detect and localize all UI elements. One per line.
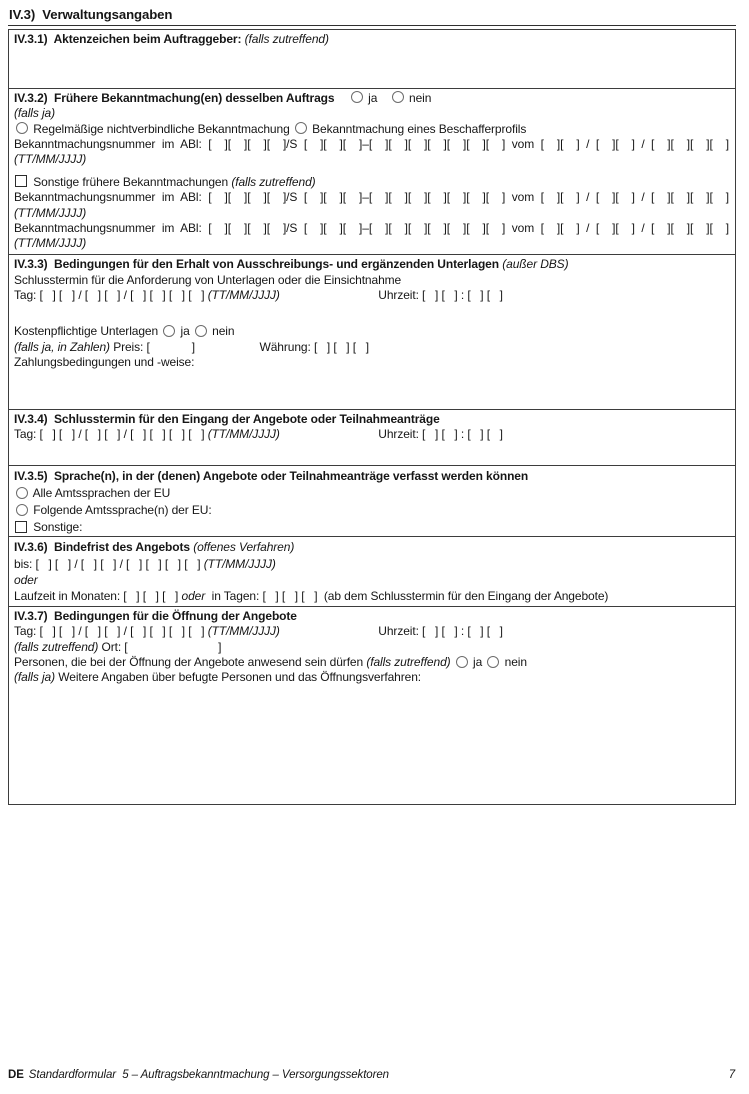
- footer-language-code: DE: [8, 1069, 24, 1081]
- fill-in-boxes: Bekanntmachungsnummer im ABl: [ ][ ][ ][ ]/S [ ][ ][ ]–[ ][ ][ ][ ][ ][ ][ ] vom [ ][ ] / [ ][ ] / [ ][ ][ ][ ]: [14, 190, 729, 205]
- text-segment: ja: [473, 655, 483, 670]
- text-segment: IV.3.7) Bedingungen für die Öffnung der Angebote: [14, 608, 297, 623]
- form-line: [14, 539, 729, 555]
- text-segment: (falls zutreffend): [366, 655, 451, 670]
- footer-left: [8, 1069, 389, 1081]
- text-segment: nein: [212, 324, 235, 339]
- gap-icon: [283, 437, 375, 438]
- form-line: [14, 236, 729, 251]
- section-iv-3-5: [8, 465, 736, 538]
- place-field: Ort: [ ]: [101, 639, 222, 654]
- text-segment: Schlusstermin für die Anforderung von Unterlagen oder die Einsichtnahme: [14, 272, 402, 287]
- time-field: Uhrzeit: [ ] [ ] : [ ] [ ]: [378, 624, 503, 639]
- text-segment: IV.3.3) Bedingungen für den Erhalt von Ausschreibungs- und ergänzenden Unterlagen: [14, 257, 499, 272]
- time-field: Uhrzeit: [ ] [ ] : [ ] [ ]: [378, 288, 503, 303]
- text-segment: Sonstige:: [33, 520, 83, 535]
- section-iv-3-2: [8, 88, 736, 256]
- form-line: [14, 152, 729, 167]
- radio-folgende-amtssprachen[interactable]: [16, 504, 28, 516]
- form-line: [14, 670, 729, 685]
- checkbox-sonstige-sprache[interactable]: [15, 521, 27, 533]
- date-format-hint: (TT/MM/JJJJ): [14, 152, 87, 167]
- form-line: [14, 502, 729, 519]
- text-segment: (falls zutreffend): [14, 639, 99, 654]
- gap-icon: [283, 634, 375, 635]
- section-iv-3-1: [8, 29, 736, 89]
- text-segment: Kostenpflichtige Unterlagen: [14, 324, 159, 339]
- form-line: [14, 340, 729, 355]
- fill-in-boxes: Bekanntmachungsnummer im ABl: [ ][ ][ ][ ]/S [ ][ ][ ]–[ ][ ][ ][ ][ ][ ][ ] vom [ ][ ] / [ ][ ] / [ ][ ][ ][ ]: [14, 221, 729, 236]
- radio-kostenpflichtig-ja[interactable]: [163, 325, 175, 337]
- date-field: Tag: [ ] [ ] / [ ] [ ] / [ ] [ ] [ ] [ ]: [14, 427, 205, 442]
- oj-notice-number-line: [14, 190, 729, 205]
- text-segment: (falls zutreffend): [244, 32, 329, 47]
- text-segment: (offenes Verfahren): [193, 540, 295, 555]
- text-segment: IV.3.1) Aktenzeichen beim Auftraggeber:: [14, 32, 242, 47]
- text-segment: (falls ja): [14, 670, 56, 685]
- radio-fruehere-ja[interactable]: [351, 91, 363, 103]
- radio-personen-nein[interactable]: [487, 656, 499, 668]
- duration-days-field: in Tagen: [ ] [ ] [ ] (ab dem Schlusstermin für den Eingang der Angebote): [208, 589, 609, 604]
- date-field: bis: [ ] [ ] / [ ] [ ] / [ ] [ ] [ ] [ ]: [14, 556, 201, 571]
- section-iv-3-3: [8, 254, 736, 410]
- text-segment: Alle Amtssprachen der EU: [32, 486, 171, 501]
- text-segment: oder: [14, 573, 38, 588]
- oj-notice-number-line: [14, 221, 729, 236]
- text-segment: IV.3.2) Frühere Bekanntmachung(en) desselben Auftrags: [14, 90, 335, 105]
- form-line: [14, 655, 729, 670]
- form-line: [14, 519, 729, 536]
- section-iv-3-6: [8, 536, 736, 607]
- deadline-date-line: [14, 427, 729, 442]
- date-format-hint: (TT/MM/JJJJ): [14, 205, 87, 220]
- radio-kostenpflichtig-nein[interactable]: [195, 325, 207, 337]
- text-segment: Bekanntmachung eines Beschafferprofils: [312, 121, 527, 136]
- text-segment: nein: [409, 90, 432, 105]
- form-line: [14, 175, 729, 190]
- form-line: [14, 485, 729, 502]
- section-iv-3-7: [8, 606, 736, 805]
- radio-alle-amtssprachen[interactable]: [16, 487, 28, 499]
- text-segment: (falls ja): [14, 106, 56, 121]
- date-field: Tag: [ ] [ ] / [ ] [ ] / [ ] [ ] [ ] [ ]: [14, 624, 205, 639]
- footer-form-name: Standardformular 5 – Auftragsbekanntmachung – Versorgungssektoren: [28, 1069, 389, 1081]
- form-line: [14, 556, 729, 572]
- text-segment: Regelmäßige nichtverbindliche Bekanntmachung: [33, 121, 290, 136]
- form-line: [14, 206, 729, 221]
- checkbox-sonstige-fruehere-bekanntmachungen[interactable]: [15, 175, 27, 187]
- form-line: [14, 257, 729, 272]
- date-format-hint: (TT/MM/JJJJ): [14, 236, 87, 251]
- radio-bekanntmachung-beschafferprofil[interactable]: [295, 122, 307, 134]
- gap-icon: [338, 101, 346, 102]
- text-segment: IV.3.5) Sprache(n), in der (denen) Angebote oder Teilnahmeanträge verfasst werden können: [14, 469, 529, 484]
- gap-icon: [283, 298, 375, 299]
- text-segment: Weitere Angaben über befugte Personen und das Öffnungsverfahren:: [58, 670, 422, 685]
- form-line: [14, 609, 729, 624]
- text-segment: IV.3.6) Bindefrist des Angebots: [14, 540, 190, 555]
- date-format-hint: (TT/MM/JJJJ): [207, 288, 280, 303]
- form-line: [14, 91, 729, 106]
- price-field: Preis: [ ]: [113, 339, 196, 354]
- form-line: [14, 324, 729, 339]
- oj-notice-number-line: [14, 137, 729, 152]
- footer-page-number: 7: [728, 1069, 735, 1081]
- time-field: Uhrzeit: [ ] [ ] : [ ] [ ]: [378, 427, 503, 442]
- text-segment: IV.3.4) Schlusstermin für den Eingang der Angebote oder Teilnahmeanträge: [14, 411, 440, 426]
- form-line: [14, 588, 729, 604]
- page-title: IV.3) Verwaltungsangaben: [8, 7, 736, 26]
- form-line: [14, 412, 729, 427]
- text-segment: Personen, die bei der Öffnung der Angebote anwesend sein dürfen: [14, 655, 364, 670]
- text-segment: (falls zutreffend): [231, 174, 316, 189]
- form-line: [14, 572, 729, 588]
- radio-regelmaessige-nichtverbindliche-bekanntmachung[interactable]: [16, 122, 28, 134]
- page-footer: [8, 1069, 735, 1081]
- text-segment: Sonstige frühere Bekanntmachungen: [33, 174, 229, 189]
- date-format-hint: (TT/MM/JJJJ): [207, 427, 280, 442]
- text-segment: (falls ja, in Zahlen): [14, 339, 110, 354]
- radio-fruehere-nein[interactable]: [392, 91, 404, 103]
- form-line: [14, 106, 729, 121]
- form-line: [14, 640, 729, 655]
- date-format-hint: (TT/MM/JJJJ): [207, 624, 280, 639]
- date-format-hint: (TT/MM/JJJJ): [203, 556, 276, 571]
- text-segment: ja: [180, 324, 190, 339]
- date-field: Tag: [ ] [ ] / [ ] [ ] / [ ] [ ] [ ] [ ]: [14, 288, 205, 303]
- fill-in-boxes: Bekanntmachungsnummer im ABl: [ ][ ][ ][ ]/S [ ][ ][ ]–[ ][ ][ ][ ][ ][ ][ ] vom [ ][ ] / [ ][ ] / [ ][ ][ ][ ]: [14, 137, 729, 152]
- text-segment: ja: [368, 90, 378, 105]
- deadline-date-line: [14, 288, 729, 303]
- form-line: [14, 32, 729, 47]
- radio-personen-ja[interactable]: [456, 656, 468, 668]
- form-line: [14, 273, 729, 288]
- form-sections: [8, 29, 736, 804]
- currency-field: Währung: [ ] [ ] [ ]: [259, 339, 369, 354]
- text-segment: nein: [504, 655, 527, 670]
- deadline-date-line: [14, 624, 729, 639]
- form-line: [14, 122, 729, 137]
- text-segment: (außer DBS): [502, 257, 569, 272]
- section-iv-3-4: [8, 409, 736, 467]
- form-line: [14, 355, 729, 370]
- form-line: [14, 468, 729, 485]
- gap-icon: [198, 350, 256, 351]
- text-segment: oder: [181, 589, 206, 604]
- text-segment: Zahlungsbedingungen und -weise:: [14, 355, 195, 370]
- duration-months-field: Laufzeit in Monaten: [ ] [ ] [ ]: [14, 589, 179, 604]
- gap-icon: [381, 101, 387, 102]
- blank-line: [14, 303, 729, 324]
- text-segment: Folgende Amtssprache(n) der EU:: [33, 503, 212, 518]
